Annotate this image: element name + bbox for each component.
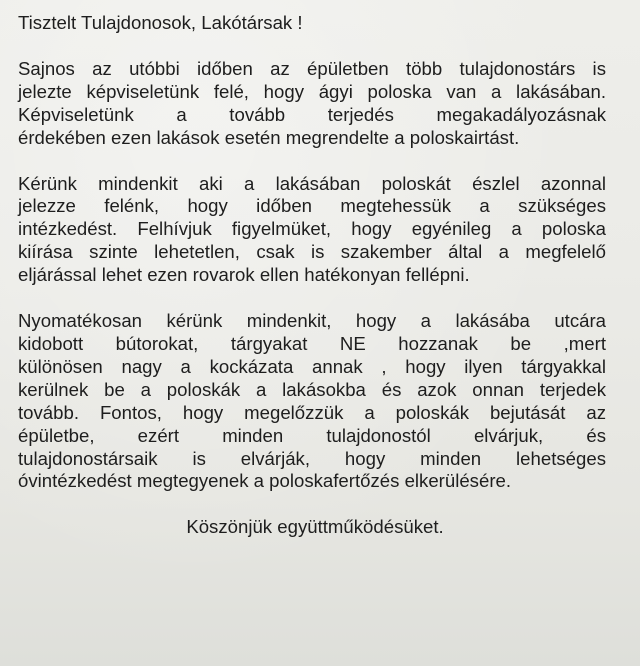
text-line: kerülnek be a poloskák a lakásokba és azok onnan terjedek <box>18 378 606 400</box>
text-line: intézkedést. Felhívjuk figyelmüket, hogy egyénileg a poloska <box>18 218 606 240</box>
paragraph-report-request <box>18 173 606 288</box>
text-line: Képviseletünk a tovább terjedés megakadályozásnak <box>18 103 606 125</box>
text-line: Kérünk mindenkit aki a lakásában poloskát észlel azonnal <box>18 172 606 194</box>
paragraph-furniture-warning <box>18 310 606 493</box>
text-line: tulajdonostársaik is elvárják, hogy minden lehetséges <box>18 447 606 469</box>
text-line: kiírása szinte lehetetlen, csak is szakember által a megfelelő <box>18 241 606 263</box>
notice-text <box>18 12 606 539</box>
text-line: eljárással lehet ezen rovarok ellen hatékonyan fellépni. <box>18 264 470 286</box>
paragraph-bedbug-reports <box>18 58 606 150</box>
text-line: jelezze felénk, hogy időben megtehessük a szükséges <box>18 195 606 217</box>
text-line: különösen nagy a kockázata annak , hogy ilyen tárgyakkal <box>18 355 606 377</box>
text-line: jelezte képviseletünk felé, hogy ágyi poloska van a lakásában. <box>18 80 606 102</box>
text-line: kidobott bútorokat, tárgyakat NE hozzanak be ,mert <box>18 332 606 354</box>
text-line: tovább. Fontos, hogy megelőzzük a poloskák bejutását az <box>18 401 606 423</box>
text-line: Nyomatékosan kérünk mindenkit, hogy a lakásába utcára <box>18 310 606 332</box>
text-line: épületbe, ezért minden tulajdonostól elvárjuk, és <box>18 424 606 446</box>
text-line: Sajnos az utóbbi időben az épületben több tulajdonostárs is <box>18 57 606 79</box>
text-line: érdekében ezen lakások esetén megrendelte a poloskairtást. <box>18 126 520 148</box>
greeting: Tisztelt Tulajdonosok, Lakótársak ! <box>18 12 303 33</box>
text-line: óvintézkedést megtegyenek a poloskafertőzés elkerülésére. <box>18 470 512 492</box>
closing-thanks: Köszönjük együttműködésüket. <box>186 516 444 538</box>
